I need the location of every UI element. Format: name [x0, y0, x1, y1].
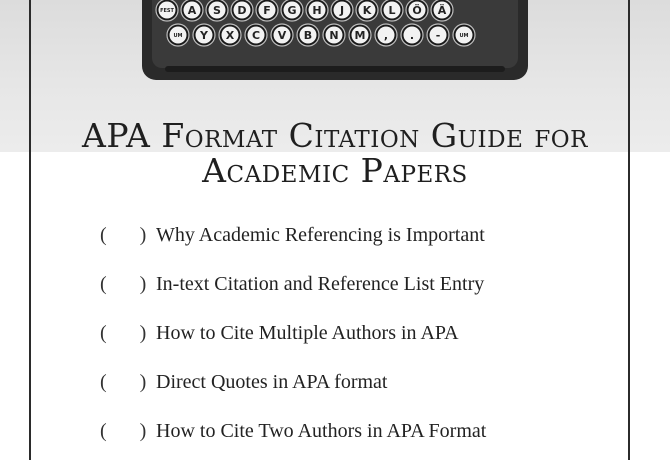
- typewriter-key-label: UM: [173, 33, 183, 39]
- typewriter-key-label: .: [409, 29, 415, 42]
- list-item: [0, 369, 670, 418]
- checkbox[interactable]: ( ): [100, 322, 161, 344]
- checklist: [0, 222, 670, 467]
- list-item: [0, 418, 670, 467]
- typewriter-key-label: FEST: [160, 8, 174, 14]
- list-item-label: How to Cite Two Authors in APA Format: [156, 420, 487, 442]
- typewriter-key-label: Ä: [437, 4, 447, 17]
- typewriter-key-label: B: [303, 29, 313, 42]
- typewriter-key-label: ,: [383, 29, 389, 42]
- list-item-label: In-text Citation and Reference List Entry: [156, 273, 485, 295]
- page-title-line-2: Academic Papers: [202, 151, 468, 190]
- checkbox[interactable]: ( ): [100, 224, 161, 246]
- list-item: [0, 222, 670, 271]
- list-item-label: How to Cite Multiple Authors in APA: [156, 322, 459, 344]
- list-item-label: Why Academic Referencing is Important: [156, 224, 485, 246]
- typewriter-key-label: S: [213, 4, 221, 17]
- typewriter-key-label: C: [251, 29, 261, 42]
- typewriter-key-label: H: [312, 4, 322, 17]
- typewriter-key-label: Ö: [412, 4, 422, 17]
- typewriter-key-label: UM: [459, 33, 469, 39]
- typewriter-key-label: G: [287, 4, 297, 17]
- typewriter-key-label: F: [263, 4, 271, 17]
- checkbox[interactable]: ( ): [100, 371, 161, 393]
- checkbox[interactable]: ( ): [100, 273, 161, 295]
- typewriter-key-label: J: [339, 4, 345, 17]
- typewriter-key-label: -: [435, 29, 441, 42]
- typewriter-key-label: V: [277, 29, 287, 42]
- typewriter-key-label: A: [187, 4, 197, 17]
- page-title-line-1: APA Format Citation Guide for: [82, 116, 588, 155]
- typewriter-key-label: X: [225, 29, 235, 42]
- list-item-label: Direct Quotes in APA format: [156, 371, 388, 393]
- typewriter-key-label: L: [388, 4, 396, 17]
- typewriter-key-label: D: [237, 4, 247, 17]
- typewriter-key-label: Y: [200, 29, 208, 42]
- page-title: [0, 118, 670, 188]
- typewriter-key-label: N: [329, 29, 339, 42]
- typewriter-key-label: K: [362, 4, 372, 17]
- list-item: [0, 271, 670, 320]
- typewriter-key-label: M: [354, 29, 366, 42]
- list-item: [0, 320, 670, 369]
- checkbox[interactable]: ( ): [100, 420, 161, 442]
